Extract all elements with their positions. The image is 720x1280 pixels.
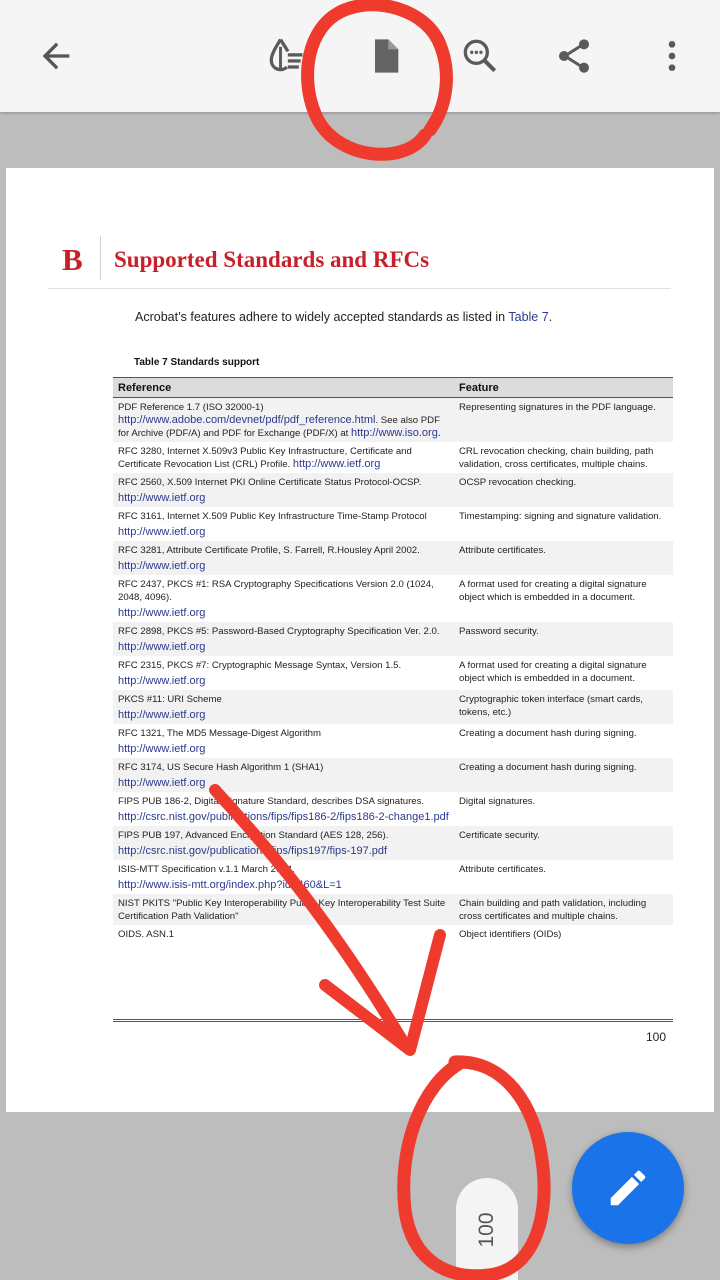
reference-text: FIPS PUB 186-2, Digital Signature Standard, describes DSA signatures. xyxy=(118,796,425,807)
table-end-rule xyxy=(113,1019,673,1022)
printed-page-number: 100 xyxy=(645,1030,666,1044)
reference-text: RFC 3174, US Secure Hash Algorithm 1 (SHA1) xyxy=(118,762,324,773)
table-row xyxy=(113,860,673,894)
reference-text: OIDS. ASN.1 xyxy=(118,929,174,940)
reference-link[interactable]: http://www.ietf.org xyxy=(292,458,381,470)
reference-cell xyxy=(113,473,454,507)
table-row xyxy=(113,442,673,473)
reference-url[interactable]: http://www.ietf.org xyxy=(118,492,206,504)
reference-cell xyxy=(113,758,454,792)
reference-cell xyxy=(113,826,454,860)
header-reference: Reference xyxy=(113,378,454,398)
feature-cell: Attribute certificates. xyxy=(454,541,673,575)
intro-end: . xyxy=(548,310,553,324)
reference-text: ISIS-MTT Specification v.1.1 March 2004. xyxy=(118,864,295,875)
feature-cell: CRL revocation checking, chain building, path validation, cross certificates, multiple chains. xyxy=(454,442,673,473)
back-arrow-icon xyxy=(36,36,76,76)
reference-cell xyxy=(113,724,454,758)
feature-cell: A format used for creating a digital signature object which is embedded in a document. xyxy=(454,656,673,690)
top-app-bar xyxy=(0,0,720,112)
reference-cell xyxy=(113,690,454,724)
feature-cell: Password security. xyxy=(454,622,673,656)
feature-cell: OCSP revocation checking. xyxy=(454,473,673,507)
chapter-title: Supported Standards and RFCs xyxy=(114,247,430,272)
page-indicator[interactable] xyxy=(456,1178,518,1280)
table-row xyxy=(113,690,673,724)
reference-url[interactable]: http://www.ietf.org xyxy=(118,607,206,619)
edit-pencil-icon xyxy=(605,1165,651,1211)
more-vert-icon xyxy=(652,36,692,76)
reference-text: RFC 1321, The MD5 Message-Digest Algorithm xyxy=(118,728,321,739)
table-row xyxy=(113,575,673,622)
title-rule xyxy=(48,288,671,289)
reference-text: RFC 2315, PKCS #7: Cryptographic Message Syntax, Version 1.5. xyxy=(118,660,402,671)
reference-cell xyxy=(113,894,454,925)
table-row xyxy=(113,656,673,690)
reference-url[interactable]: http://www.isis-mtt.org/index.php?id=460&L=1 xyxy=(118,879,342,891)
reference-cell xyxy=(113,442,454,473)
share-button[interactable] xyxy=(544,26,604,86)
reference-text-tail: . See also PDF for Archive (PDF/A) and PDF for Exchange (PDF/X) at xyxy=(118,415,440,439)
reference-text: RFC 2437, PKCS #1: RSA Cryptography Specifications Version 2.0 (1024, 2048, 4096). xyxy=(118,579,434,603)
reference-url[interactable]: http://www.ietf.org xyxy=(118,777,206,789)
feature-cell: Cryptographic token interface (smart cards, tokens, etc.) xyxy=(454,690,673,724)
reference-cell xyxy=(113,541,454,575)
reference-cell xyxy=(113,507,454,541)
table-row xyxy=(113,826,673,860)
page-indicator-number: 100 xyxy=(475,1212,498,1248)
reference-text: PDF Reference 1.7 (ISO 32000-1) xyxy=(118,402,264,413)
intro-text: Acrobat’s features adhere to widely accepted standards as listed in xyxy=(135,310,509,324)
reference-text: RFC 2898, PKCS #5: Password-Based Cryptography Specification Ver. 2.0. xyxy=(118,626,440,637)
reference-cell xyxy=(113,622,454,656)
heading-divider xyxy=(100,236,101,280)
header-feature: Feature xyxy=(454,378,673,398)
table-row xyxy=(113,507,673,541)
reference-text: FIPS PUB 197, Advanced Encryption Standard (AES 128, 256). xyxy=(118,830,389,841)
reference-text: PKCS #11: URI Scheme xyxy=(118,694,222,705)
feature-cell: Digital signatures. xyxy=(454,792,673,826)
reference-url[interactable]: http://www.ietf.org xyxy=(118,560,206,572)
intro-paragraph xyxy=(135,310,552,324)
table-row xyxy=(113,894,673,925)
edit-fab[interactable] xyxy=(572,1132,684,1244)
feature-cell: Creating a document hash during signing. xyxy=(454,724,673,758)
reference-cell xyxy=(113,398,454,443)
search-button[interactable] xyxy=(450,26,510,86)
reference-url[interactable]: http://www.ietf.org xyxy=(118,526,206,538)
reference-text: NIST PKITS "Public Key Interoperability Public Key Interoperability Test Suite Certification Path Validation" xyxy=(118,898,446,922)
feature-cell: Creating a document hash during signing. xyxy=(454,758,673,792)
feature-cell: Attribute certificates. xyxy=(454,860,673,894)
reference-text: RFC 3161, Internet X.509 Public Key Infrastructure Time-Stamp Protocol xyxy=(118,511,427,522)
single-page-view-button[interactable] xyxy=(355,26,415,86)
table-row xyxy=(113,758,673,792)
feature-cell: Representing signatures in the PDF language. xyxy=(454,398,673,443)
reference-text: RFC 3281, Attribute Certificate Profile, S. Farrell, R.Housley April 2002. xyxy=(118,545,420,556)
reference-cell xyxy=(113,656,454,690)
feature-cell: Timestamping: signing and signature validation. xyxy=(454,507,673,541)
table-row xyxy=(113,792,673,826)
reference-url[interactable]: http://www.ietf.org xyxy=(118,675,206,687)
feature-cell: A format used for creating a digital signature object which is embedded in a document. xyxy=(454,575,673,622)
reference-url[interactable]: http://www.ietf.org xyxy=(118,641,206,653)
reference-cell xyxy=(113,575,454,622)
reference-cell xyxy=(113,860,454,894)
reference-url[interactable]: http://csrc.nist.gov/publications/fips/fips197/fips-197.pdf xyxy=(118,845,388,857)
table-row xyxy=(113,541,673,575)
reference-cell xyxy=(113,925,454,943)
feature-cell: Chain building and path validation, including cross certificates and multiple chains. xyxy=(454,894,673,925)
standards-table xyxy=(113,377,673,943)
reference-link[interactable]: http://www.adobe.com/devnet/pdf/pdf_reference.html xyxy=(118,414,376,426)
reference-cell xyxy=(113,792,454,826)
ink-saver-icon xyxy=(264,34,308,78)
pdf-page[interactable] xyxy=(6,168,714,1112)
back-button[interactable] xyxy=(26,26,86,86)
search-icon xyxy=(458,34,502,78)
reference-url[interactable]: http://www.ietf.org xyxy=(118,743,206,755)
single-page-view-icon xyxy=(365,36,405,76)
reference-url[interactable]: http://www.ietf.org xyxy=(118,709,206,721)
reference-text: RFC 3280, Internet X.509v3 Public Key Infrastructure, Certificate and Certificate Revocation List (CRL) Profile. xyxy=(118,446,412,470)
feature-cell: Certificate security. xyxy=(454,826,673,860)
more-options-button[interactable] xyxy=(642,26,702,86)
feature-cell: Object identifiers (OIDs) xyxy=(454,925,673,943)
appendix-letter: B xyxy=(62,242,83,277)
table-caption: Table 7 Standards support xyxy=(134,357,260,368)
reference-link[interactable]: http://www.iso.org. xyxy=(351,427,441,439)
table-row xyxy=(113,622,673,656)
table-row xyxy=(113,925,673,943)
reference-url[interactable]: http://csrc.nist.gov/publications/fips/fips186-2/fips186-2-change1.pdf xyxy=(118,811,449,823)
ink-saver-button[interactable] xyxy=(256,26,316,86)
table-row xyxy=(113,473,673,507)
table-header-row xyxy=(113,378,673,398)
table-7-link[interactable]: Table 7 xyxy=(508,310,549,324)
table-row xyxy=(113,398,673,443)
share-icon xyxy=(554,36,594,76)
reference-text: RFC 2560, X.509 Internet PKI Online Certificate Status Protocol-OCSP. xyxy=(118,477,422,488)
table-row xyxy=(113,724,673,758)
